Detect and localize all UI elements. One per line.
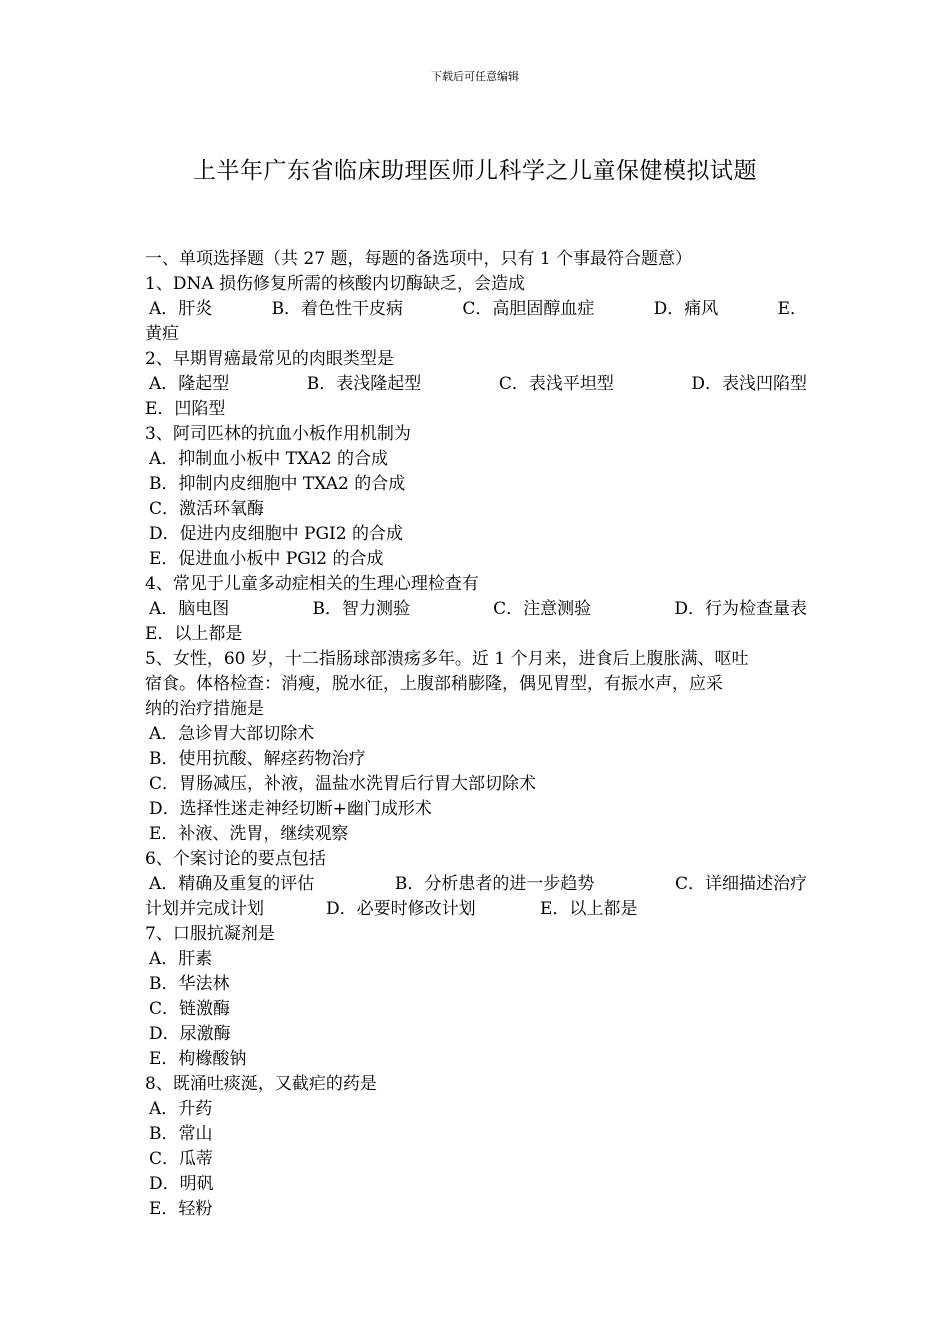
option-c[interactable]: C．注意测验 xyxy=(493,599,592,619)
option-b[interactable]: B．常山 xyxy=(149,1124,213,1144)
option-c[interactable]: C．高胆固醇血症 xyxy=(462,299,595,319)
question-stem-line: 5、女性，60 岁，十二指肠球部溃疡多年。近 1 个月来，进食后上腹胀满、呕吐 xyxy=(145,649,749,669)
option-a[interactable]: A．肝炎 xyxy=(149,299,213,319)
option-b[interactable]: B．分析患者的进一步趋势 xyxy=(394,874,595,894)
option-d[interactable]: D．选择性迷走神经切断+幽门成形术 xyxy=(149,799,432,819)
option-a[interactable]: A．肝素 xyxy=(149,949,213,969)
option-c[interactable]: C．瓜蒂 xyxy=(149,1149,214,1169)
section-heading: 一、单项选择题（共 27 题，每题的备选项中，只有 1 个事最符合题意） xyxy=(145,249,693,269)
option-e[interactable]: E．促进血小板中 PGl2 的合成 xyxy=(149,549,384,569)
option-c[interactable]: C．胃肠减压，补液，温盐水洗胃后行胃大部切除术 xyxy=(149,774,537,794)
option-d[interactable]: D．行为检查量表 xyxy=(674,599,807,619)
option-e[interactable]: E．补液、洗胃，继续观察 xyxy=(149,824,349,844)
option-a[interactable]: A．抑制血小板中 TXA2 的合成 xyxy=(149,449,389,469)
option-row xyxy=(145,872,807,897)
option-e[interactable]: E．以上都是 xyxy=(145,624,243,644)
option-a[interactable]: A．隆起型 xyxy=(149,374,230,394)
option-row xyxy=(145,372,807,397)
option-d[interactable]: D．促进内皮细胞中 PGI2 的合成 xyxy=(149,524,403,544)
question-stem: 6、个案讨论的要点包括 xyxy=(145,849,326,869)
option-e[interactable]: E． xyxy=(777,299,807,319)
option-c[interactable]: C．激活环氧酶 xyxy=(149,499,265,519)
option-a[interactable]: A．脑电图 xyxy=(149,599,230,619)
question-stem: 1、DNA 损伤修复所需的核酸内切酶缺乏，会造成 xyxy=(145,274,526,294)
option-d[interactable]: D．痛风 xyxy=(653,299,719,319)
option-b[interactable]: B．抑制内皮细胞中 TXA2 的合成 xyxy=(149,474,406,494)
question-stem-line: 宿食。体格检查：消瘦，脱水征，上腹部稍膨隆，偶见胃型，有振水声，应采 xyxy=(145,674,723,694)
header-note: 下载后可任意编辑 xyxy=(431,70,519,83)
option-d[interactable]: D．必要时修改计划 xyxy=(326,899,476,919)
option-d[interactable]: D．尿激酶 xyxy=(149,1024,231,1044)
option-e[interactable]: E．轻粉 xyxy=(149,1199,213,1219)
option-e[interactable]: E．凹陷型 xyxy=(145,399,226,419)
question-stem: 2、早期胃癌最常见的肉眼类型是 xyxy=(145,349,394,369)
option-b[interactable]: B．表浅隆起型 xyxy=(306,374,422,394)
option-e[interactable]: E．枸橼酸钠 xyxy=(149,1049,247,1069)
option-b[interactable]: B．着色性干皮病 xyxy=(271,299,404,319)
question-stem: 4、常见于儿童多动症相关的生理心理检查有 xyxy=(145,574,479,594)
question-stem: 3、阿司匹林的抗血小板作用机制为 xyxy=(145,424,411,444)
option-c-continuation: 计划并完成计划 xyxy=(145,899,264,919)
option-a[interactable]: A．升药 xyxy=(149,1099,213,1119)
option-e[interactable]: E．以上都是 xyxy=(540,899,638,919)
document-title: 上半年广东省临床助理医师儿科学之儿童保健模拟试题 xyxy=(193,158,757,184)
question-stem: 7、口服抗凝剂是 xyxy=(145,924,275,944)
option-b[interactable]: B．使用抗酸、解痉药物治疗 xyxy=(149,749,366,769)
option-c[interactable]: C．详细描述治疗 xyxy=(674,874,807,894)
option-c[interactable]: C．链激酶 xyxy=(149,999,231,1019)
option-row xyxy=(145,297,807,322)
option-a[interactable]: A．急诊胃大部切除术 xyxy=(149,724,315,744)
option-b[interactable]: B．智力测验 xyxy=(312,599,410,619)
option-row xyxy=(145,897,807,922)
option-d[interactable]: D．明矾 xyxy=(149,1174,214,1194)
option-row xyxy=(145,597,807,622)
option-continuation: 黄疸 xyxy=(145,324,179,344)
question-stem: 8、既涌吐痰涎，又截疟的药是 xyxy=(145,1074,377,1094)
question-list xyxy=(145,247,807,1222)
question-stem-line: 纳的治疗措施是 xyxy=(145,699,264,719)
option-a[interactable]: A．精确及重复的评估 xyxy=(149,874,315,894)
option-c[interactable]: C．表浅平坦型 xyxy=(498,374,614,394)
option-d[interactable]: D．表浅凹陷型 xyxy=(691,374,807,394)
option-b[interactable]: B．华法林 xyxy=(149,974,230,994)
